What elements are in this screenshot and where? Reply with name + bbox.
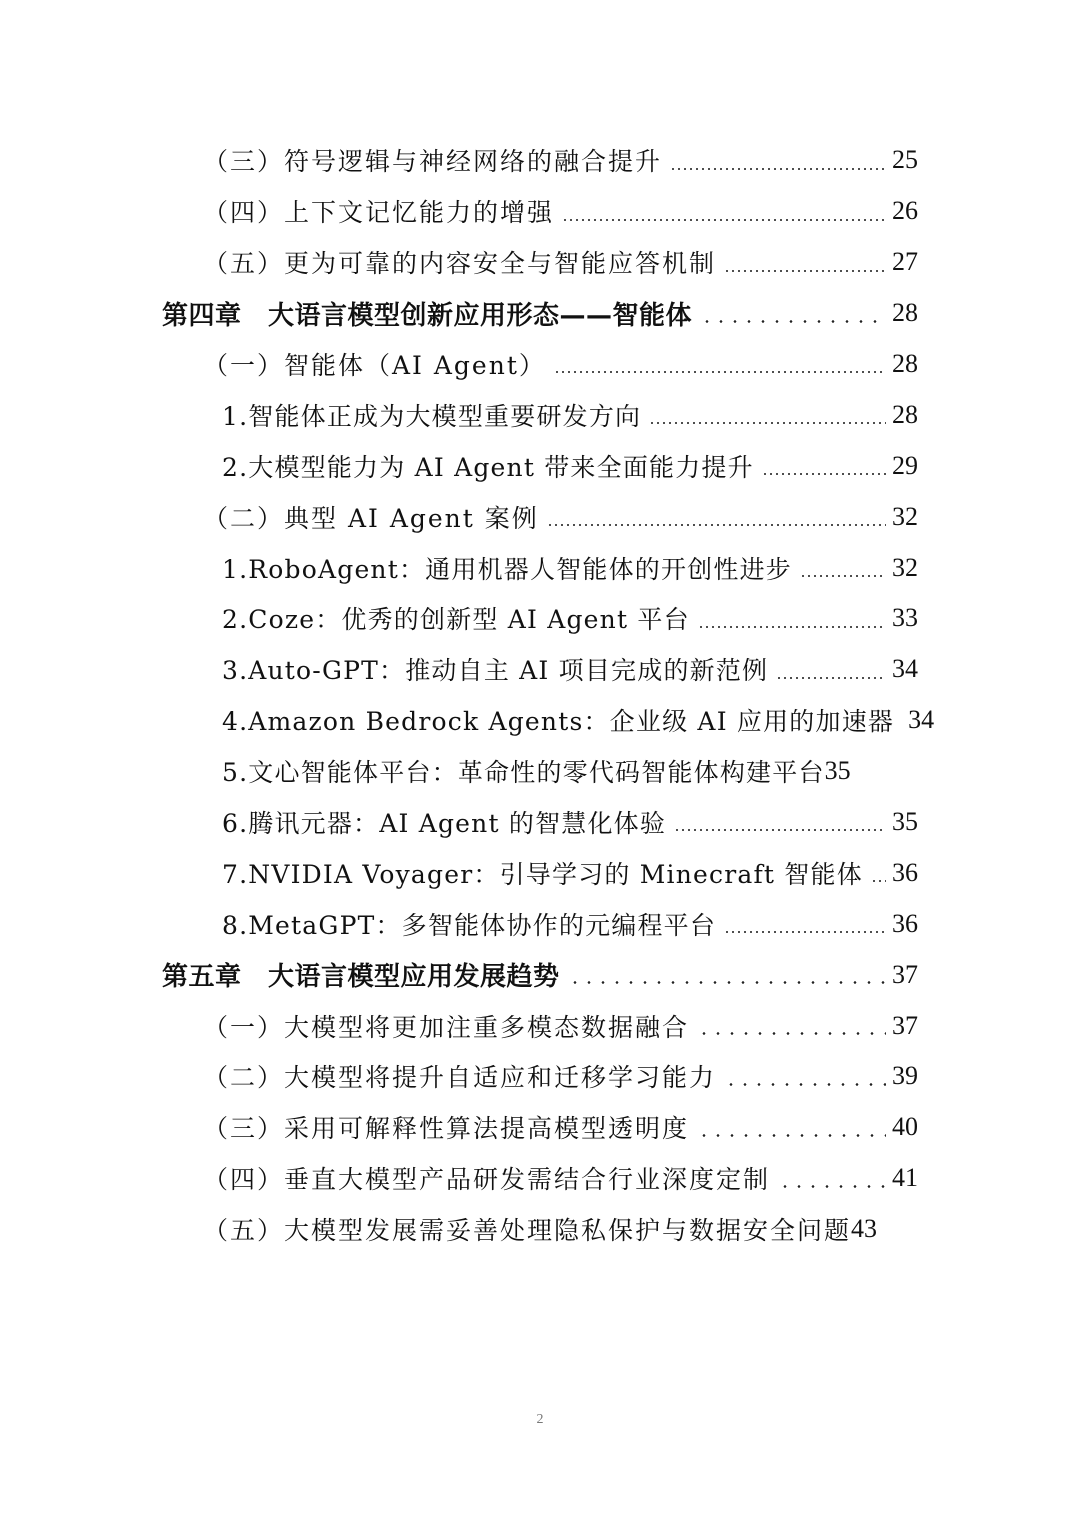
dot-leader: [724, 270, 886, 272]
toc-item-entry: [0, 644, 1080, 695]
toc-entry-page: 32: [892, 501, 918, 531]
toc-entry-page: 28: [892, 349, 918, 378]
page-number: 2: [536, 1412, 544, 1427]
toc-entry-title: 1.智能体正成为大模型重要研发方向: [222, 401, 642, 431]
toc-entry-page: 34: [908, 705, 935, 735]
dot-leader: [568, 981, 886, 984]
toc-item-entry: [0, 542, 1080, 593]
toc-entry-page: 25: [892, 145, 918, 175]
toc-entry-page: 32: [892, 552, 918, 582]
toc-entry-page: 26: [892, 196, 918, 226]
toc-entry-title: 1.RoboAgent：通用机器人智能体的开创性进步: [222, 554, 792, 584]
toc-section-entry: [0, 1000, 1080, 1051]
toc-section-entry: [0, 135, 1080, 186]
toc-entry-title: 第四章 大语言模型创新应用形态——智能体: [162, 300, 693, 331]
toc-entry-page: 27: [892, 247, 918, 277]
toc-chapter-entry: [0, 949, 1080, 1000]
toc-entry-page: 28: [892, 298, 918, 328]
toc-entry-page: 37: [892, 1010, 918, 1040]
dot-leader: [800, 575, 886, 577]
toc-item-entry: [0, 746, 1080, 797]
toc-entry-title: （四）垂直大模型产品研发需结合行业深度定制: [203, 1165, 771, 1195]
dot-leader: [670, 168, 886, 170]
toc-entry-title: （二）大模型将提升自适应和迁移学习能力: [203, 1063, 717, 1093]
toc-entry-title: 2.大模型能力为 AI Agent 带来全面能力提升: [222, 452, 754, 482]
toc-entry-title: 2.Coze：优秀的创新型 AI Agent 平台: [222, 605, 690, 635]
toc-item-entry: [0, 898, 1080, 949]
toc-entry-title: （二）典型 AI Agent 案例: [203, 503, 539, 533]
dot-leader: [724, 931, 886, 933]
dot-leader: [871, 880, 886, 882]
toc-entry-page: 39: [892, 1061, 918, 1091]
dot-leader: [562, 219, 886, 221]
toc-entry-page: 37: [892, 959, 918, 989]
dot-leader: [554, 371, 886, 373]
toc-entry-title: （一）大模型将更加注重多模态数据融合: [203, 1012, 690, 1042]
toc-item-entry: [0, 797, 1080, 848]
dot-leader: [547, 524, 886, 526]
dot-leader: [762, 473, 886, 475]
toc-entry-title: 8.MetaGPT：多智能体协作的元编程平台: [222, 910, 717, 940]
toc-entry-page: 35: [892, 807, 918, 837]
table-of-contents: [0, 135, 1080, 1255]
toc-entry-page: 33: [892, 603, 918, 633]
toc-entry-title: 4.Amazon Bedrock Agents：企业级 AI 应用的加速器: [222, 707, 895, 737]
toc-entry-title: 5.文心智能体平台：革命性的零代码智能体构建平台: [222, 758, 825, 788]
toc-item-entry: [0, 593, 1080, 644]
toc-item-entry: [0, 389, 1080, 440]
toc-entry-page: 43: [851, 1214, 878, 1244]
toc-entry-page: 40: [892, 1112, 918, 1142]
toc-chapter-entry: [0, 288, 1080, 339]
toc-entry-page: 36: [892, 908, 918, 938]
toc-entry-title: （三）采用可解释性算法提高模型透明度: [203, 1114, 690, 1144]
dot-leader: [649, 422, 886, 424]
toc-entry-title: 3.Auto-GPT：推动自主 AI 项目完成的新范例: [222, 656, 769, 686]
toc-entry-page: 29: [892, 450, 918, 480]
toc-section-entry: [0, 339, 1080, 390]
dot-leader: [700, 320, 886, 323]
toc-section-entry: [0, 237, 1080, 288]
toc-item-entry: [0, 695, 1080, 746]
toc-entry-title: 第五章 大语言模型应用发展趋势: [162, 962, 560, 993]
toc-entry-title: （五）更为可靠的内容安全与智能应答机制: [203, 249, 717, 279]
toc-section-entry: [0, 186, 1080, 237]
toc-entry-title: 6.腾讯元器：AI Agent 的智慧化体验: [222, 809, 667, 839]
dot-leader: [697, 1134, 886, 1137]
toc-section-entry: [0, 1204, 1080, 1255]
toc-entry-page: 28: [892, 399, 918, 429]
toc-entry-title: （一）智能体（AI Agent）: [203, 351, 546, 380]
dot-leader: [776, 677, 886, 679]
toc-entry-title: （三）符号逻辑与神经网络的融合提升: [203, 147, 663, 177]
toc-entry-page: 36: [892, 857, 918, 887]
toc-item-entry: [0, 847, 1080, 898]
toc-section-entry: [0, 1102, 1080, 1153]
toc-entry-title: 7.NVIDIA Voyager：引导学习的 Minecraft 智能体: [222, 859, 863, 889]
dot-leader: [724, 1083, 886, 1086]
toc-section-entry: [0, 1153, 1080, 1204]
dot-leader: [674, 829, 886, 831]
toc-entry-page: 35: [824, 756, 851, 786]
toc-entry-title: （五）大模型发展需妥善处理隐私保护与数据安全问题: [203, 1216, 852, 1246]
dot-leader: [778, 1185, 886, 1188]
dot-leader: [697, 1032, 886, 1035]
toc-entry-page: 41: [892, 1163, 918, 1193]
toc-entry-page: 34: [892, 654, 918, 684]
dot-leader: [698, 626, 886, 628]
toc-item-entry: [0, 440, 1080, 491]
toc-entry-title: （四）上下文记忆能力的增强: [203, 198, 555, 228]
toc-section-entry: [0, 1051, 1080, 1102]
toc-section-entry: [0, 491, 1080, 542]
